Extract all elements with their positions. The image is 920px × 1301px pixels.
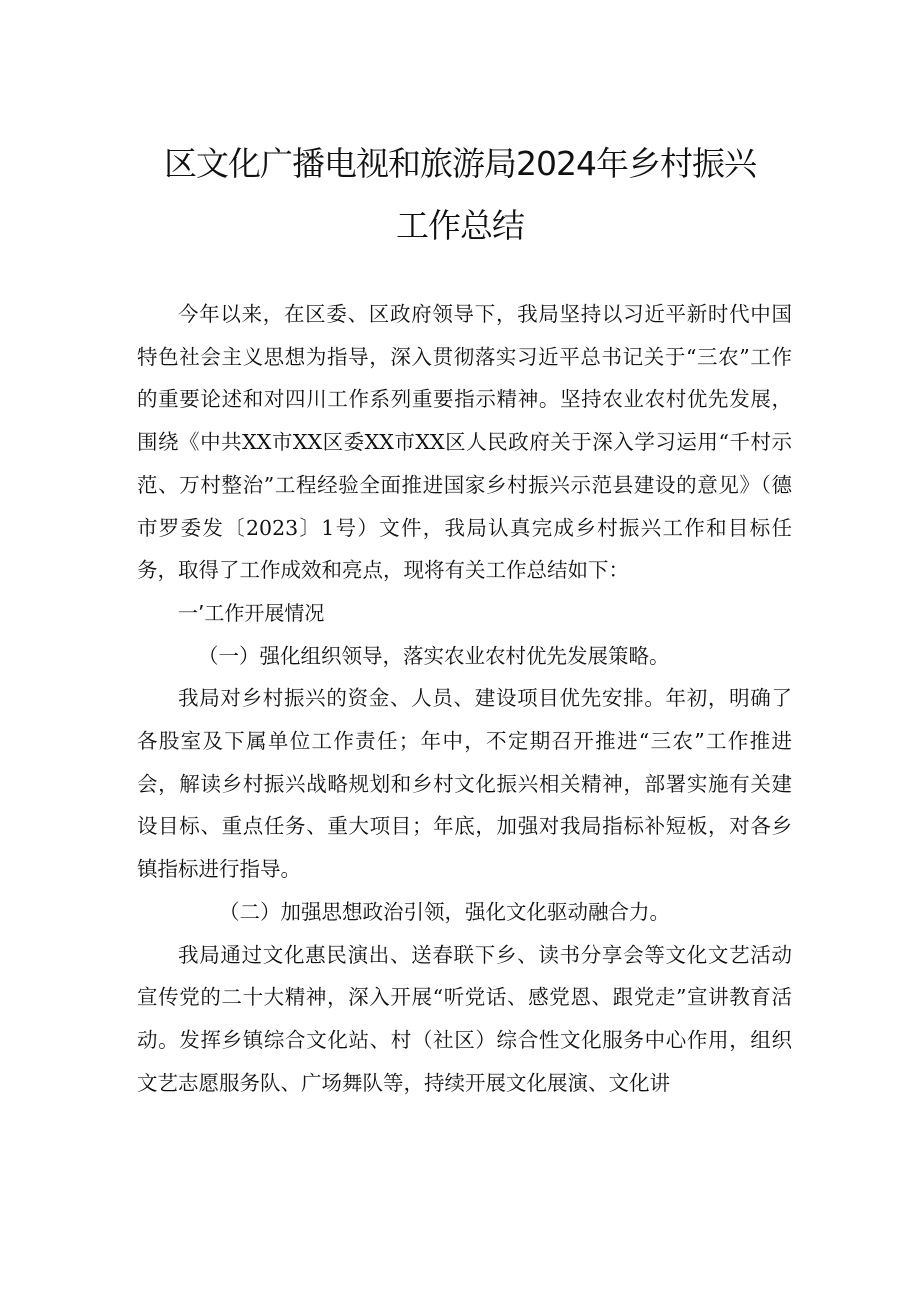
document-title-line-1: 区文化广播电视和旅游局2024年乡村振兴 [164, 144, 756, 183]
subsection-heading-1: （一）强化组织领导，落实农业农村优先发展策略。 [198, 643, 670, 668]
document-title-line-2: 工作总结 [396, 206, 524, 245]
subsection-heading-2: （二）加强思想政治引领，强化文化驱动融合力。 [219, 899, 670, 924]
intro-paragraph: 今年以来，在区委、区政府领导下，我局坚持以习近平新时代中国特色社会主义思想为指导，深入贯彻落实习近平总书记关于“三农”工作的重要论述和对四川工作系列重要指示精神。坚持农业农村优先发展，围绕《中共XX市XX区委XX市XX区人民政府关于深入学习运用“千村示范、万村整治”工程经验全面推进国家乡村振兴示范县建设的意见》（德市罗委发〔2023〕1号）文件，我局认真完成乡村振兴工作和目标任务，取得了工作成效和亮点，现将有关工作总结如下： [137, 302, 792, 583]
subsection-2-paragraph: 我局通过文化惠民演出、送春联下乡、读书分享会等文化文艺活动宣传党的二十大精神，深入开展“听党话、感党恩、跟党走”宣讲教育活动。发挥乡镇综合文化站、村（社区）综合性文化服务中心作用，组织文艺志愿服务队、广场舞队等，持续开展文化展演、文化讲 [137, 942, 792, 1095]
section-heading-1: 一’工作开展情况 [178, 600, 325, 625]
subsection-1-paragraph: 我局对乡村振兴的资金、人员、建设项目优先安排。年初，明确了各股室及下属单位工作责任；年中，不定期召开推进“三农”工作推进会，解读乡村振兴战略规划和乡村文化振兴相关精神，部署实施有关建设目标、重点任务、重大项目；年底，加强对我局指标补短板，对各乡镇指标进行指导。 [137, 686, 792, 882]
document-body [137, 293, 792, 1104]
